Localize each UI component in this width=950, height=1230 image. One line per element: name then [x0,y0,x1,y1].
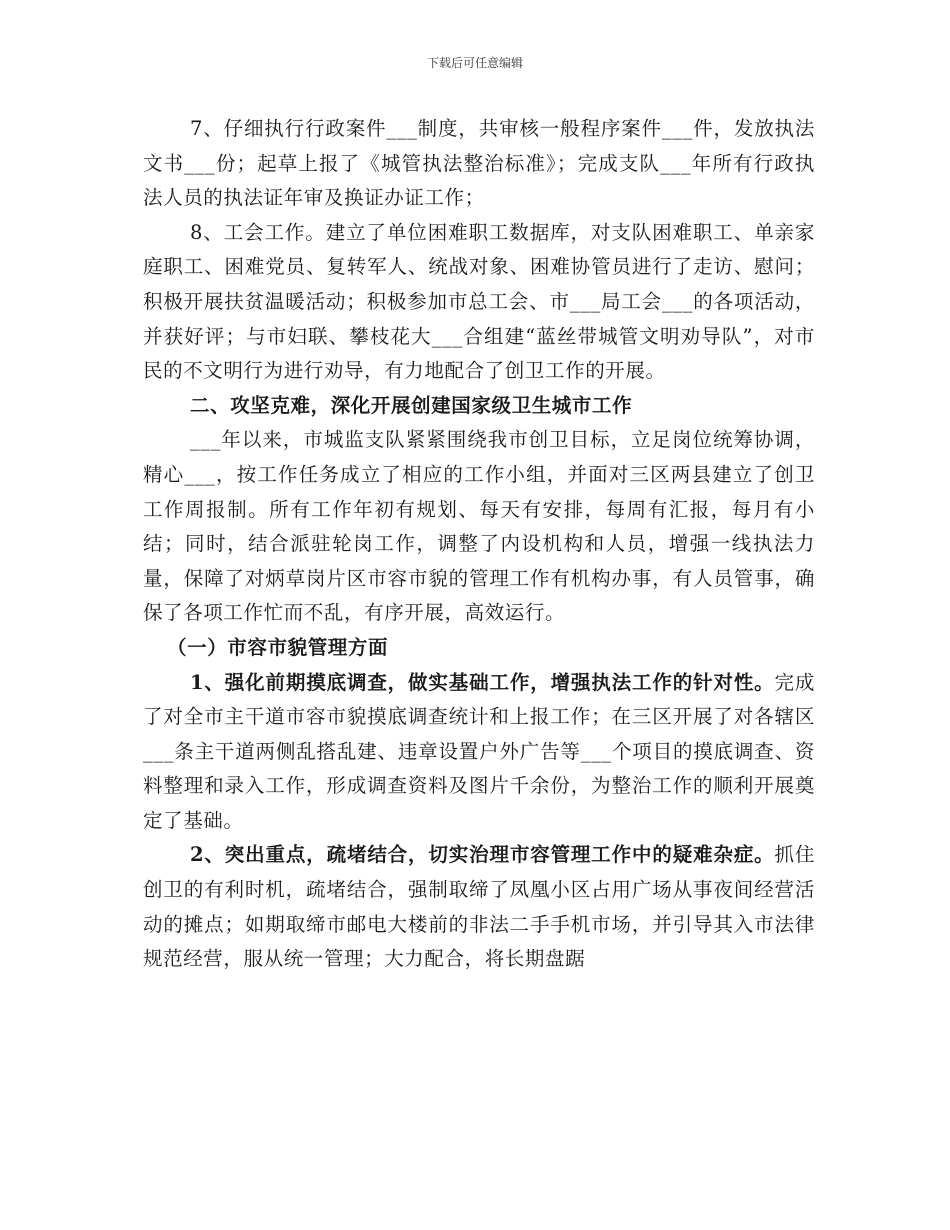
paragraph-item-2 [143,838,815,976]
item-1-title: 1、强化前期摸底调查，做实基础工作，增强执法工作的针对性。 [190,670,775,694]
section-heading-2: 二、攻坚克难，深化开展创建国家级卫生城市工作 [190,393,633,417]
paragraph-item-1 [143,666,815,839]
subheading-1: （一）市容市貌管理方面 [167,635,389,659]
item-2-text: 抓住创卫的有利时机，疏堵结合，强制取缔了凤凰小区占用广场从事夜间经营活动的摊点；如期取缔市邮电大楼前的非法二手手机市场，并引导其入市法律规范经营，服从统一管理；大力配合，将长期盘踞 [143,843,816,971]
document-body [143,112,815,977]
paragraph-item-8: 8、工会工作。建立了单位困难职工数据库，对支队困难职工、单亲家庭职工、困难党员、复转军人、统战对象、困难协管员进行了走访、慰问；积极开展扶贫温暖活动；积极参加市总工会、市___局工会___的各项活动，并获好评；与市妇联、攀枝花大___合组建“蓝丝带城管文明劝导队”，对市民的不文明行为进行劝导，有力地配合了创卫工作的开展。 [143,220,815,383]
item-2-title: 2、突出重点，疏堵结合，切实治理市容管理工作中的疑难杂症。 [190,843,775,867]
page-header: 下载后可任意编辑 [426,56,523,70]
paragraph-intro: ___年以来，市城监支队紧紧围绕我市创卫目标，立足岗位统筹协调，精心___，按工作任务成立了相应的工作小组，并面对三区两县建立了创卫工作周报制。所有工作年初有规划、每天有安排，每周有汇报，每月有小结；同时，结合派驻轮岗工作，调整了内设机构和人员，增强一线执法力量，保障了对炳草岗片区市容市貌的管理工作有机构办事，有人员管事，确保了各项工作忙而不乱，有序开展，高效运行。 [143,428,815,625]
item-1-text: 完成了对全市主干道市容市貌摸底调查统计和上报工作；在三区开展了对各辖区___条主干道两侧乱搭乱建、违章设置户外广告等___个项目的摸底调查、资料整理和录入工作，形成调查资料及图片千余份，为整治工作的顺利开展奠定了基础。 [143,670,816,832]
paragraph-item-7: 7、仔细执行行政案件___制度，共审核一般程序案件___件，发放执法文书___份；起草上报了《城管执法整治标准》；完成支队___年所有行政执法人员的执法证年审及换证办证工作； [143,117,815,210]
